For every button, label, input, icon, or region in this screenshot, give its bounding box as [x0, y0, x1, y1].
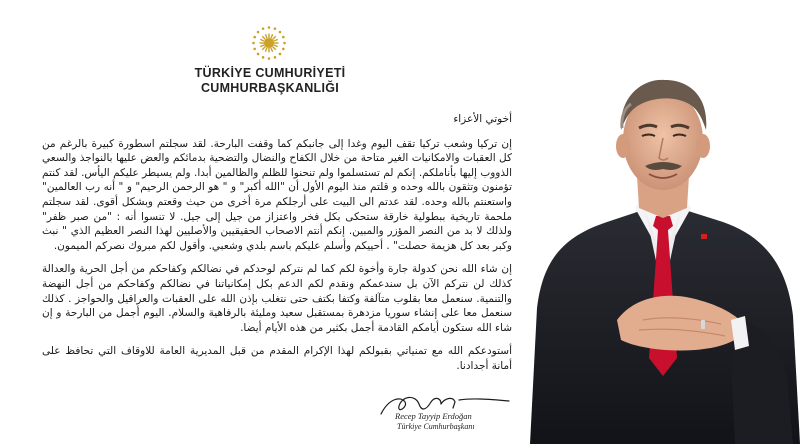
portrait-photo [525, 58, 800, 444]
emblem-star [253, 36, 256, 39]
paragraph-2: إن شاء الله نحن كدولة جارة وأخوة لكم كما لم نتركم لوحدكم في نضالكم وكفاحكم من أجل الحرية والعدالة كذلك لن نتركم الآن بل سندعمكم ونقدم لكم الدعم بكل إمكانياتنا في نضالكم وكفاحكم من أجل النهضة والتنمية. سنعمل معا بقلوب متآلفة وكتفا بكتف حتى نتغلب بإذن الله على العقبات والعراقيل والحواجز . كذلك سنعمل معا على إنشاء سوريا مزدهرة بمستقبل سعيد ومليئة بالرفاهية والسلام. اليوم أجمل من البارحة و إن شاء الله ستكون أيامكم القادمة أجمل بكثير من هذه الأيام أيضا. [42, 263, 512, 334]
signature-block [375, 392, 515, 442]
lapel-pin [701, 234, 707, 239]
sun-ray [265, 34, 267, 38]
emblem-star [257, 53, 260, 56]
emblem-star [282, 48, 285, 51]
emblem-star [262, 27, 265, 30]
ring [701, 320, 705, 329]
sun-ray [262, 36, 265, 39]
emblem-star [268, 57, 271, 60]
salutation: أخوتي الأعزاء [453, 113, 512, 125]
sun-disc [264, 38, 274, 48]
sun-ray [274, 39, 278, 41]
emblem-star [253, 48, 256, 51]
emblem-star [268, 26, 271, 29]
sun-ray [260, 45, 264, 47]
paragraph-3: أستودعكم الله مع تمنياتي بقبولكم لهذا الإكرام المقدم من قبل المديرية العامة للاوقاف التي تحافظ على أمانة أجدادنا. [42, 345, 512, 372]
sun-ray [273, 47, 276, 50]
institution-name: TÜRKİYE CUMHURİYETİ [194, 66, 346, 80]
sun-ray [265, 48, 267, 52]
signatory-title: Türkiye Cumhurbaşkanı [397, 422, 475, 431]
presidential-seal-icon [250, 24, 288, 62]
emblem-star [257, 31, 260, 34]
letter-body [42, 112, 512, 383]
sun-ray [273, 36, 276, 39]
paragraph-1: إن تركيا وشعب تركيا تقف اليوم وغدا إلى جانبكم كما وقفت البارحة. لقد سجلتم اسطورة كبيرة بالرغم من كل العقبات والامكانيات الغير متاحة من خلال الكفاح والنضال والتضحية بدمائكم والعض عليها بالنواجذ والسعي الذووب إليها بأناملكم. إنكم لم تستسلموا ولم تنحنوا للظلم والظالمين أبدا. ولم يسيطر عليكم اليأس. لقد كنتم تؤمنون وتثقون بالله وحده و قلتم منذ اليوم الأول أن "الله أكبر" و " هو الرحمن الرحيم" و " أنه رب العالمين" واستعنتم بالله وحده. لقد عدتم الى البيت على أرجلكم مرة أخرى من حيث وقعتم وبشكل أقوى. لقد سجلتم ملحمة تاريخية ببطولية خارقة ستحكى بكل فخر واعتزاز من جيل إلى جيل. لا تنسوا أنه : "من صبر ظفر" ولذلك لا بد من النصر المؤزر والمبين. إنكم أنتم الاصحاب الحقيقيين والأصليين لهذا النصر العظيم الذي " نبث وكبر بعد كل هزيمة حصلت" . أحييكم وأسلم عليكم باسم بلدي وشعبي. وأقول لكم مبروك نصركم الميمون. [42, 137, 512, 252]
emblem-star [262, 56, 265, 59]
sun-ray [271, 48, 273, 52]
emblem-star [282, 36, 285, 39]
sun-ray [274, 45, 278, 47]
emblem-star [274, 27, 277, 30]
emblem-star [274, 56, 277, 59]
emblem-star [279, 31, 282, 34]
sun-ray [262, 47, 265, 50]
emblem-star [283, 42, 286, 45]
institution-subtitle: CUMHURBAŞKANLIĞI [200, 81, 340, 95]
emblem-star [279, 53, 282, 56]
sun-ray [271, 34, 273, 38]
signatory-name: Recep Tayyip Erdoğan [395, 411, 472, 421]
sun-ray [260, 39, 264, 41]
emblem-star [252, 42, 255, 45]
